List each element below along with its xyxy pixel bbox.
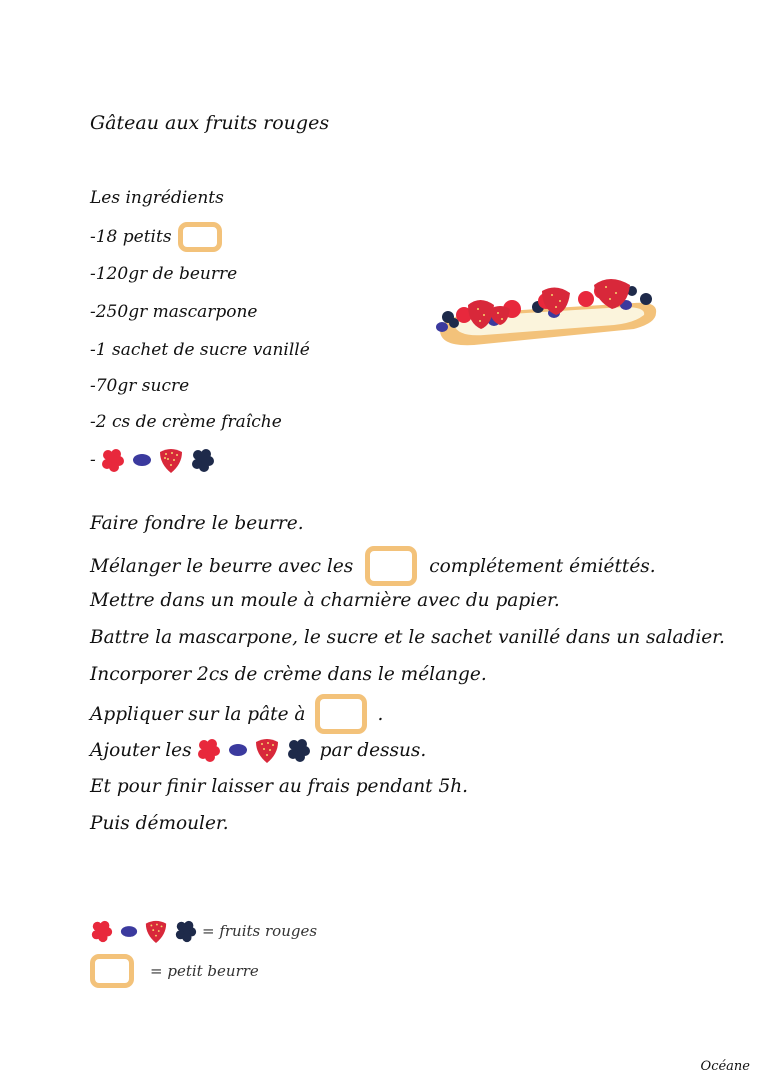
legend-text: = fruits rouges (202, 922, 318, 940)
red-fruits-icons (100, 446, 216, 474)
petit-beurre-icon (90, 954, 134, 988)
petit-beurre-icon (315, 694, 367, 734)
strawberry-icon (254, 736, 280, 764)
blueberry-icon (132, 453, 152, 467)
red-fruits-icons (90, 918, 198, 944)
red-fruits-icons (196, 736, 312, 764)
step-6 (90, 694, 383, 734)
ingredient-item (90, 376, 189, 396)
ingredient-text: -18 petits (90, 227, 172, 247)
ingredient-item (90, 302, 258, 322)
step-8 (90, 776, 468, 797)
step-text: Faire fondre le beurre. (90, 513, 304, 534)
blueberry-icon (228, 743, 248, 757)
step-2 (90, 546, 656, 586)
step-text: Puis démouler. (90, 813, 229, 834)
ingredients-heading (90, 188, 224, 208)
step-text: complétement émiéttés. (429, 555, 656, 577)
signature (701, 1059, 750, 1074)
blackberry-icon (286, 737, 312, 763)
legend-fruits (90, 918, 317, 944)
step-9 (90, 813, 229, 834)
blueberry-icon (120, 925, 138, 938)
legend-biscuit (90, 954, 259, 988)
step-3 (90, 590, 560, 611)
step-text: par dessus. (319, 739, 427, 761)
blackberry-icon (190, 447, 216, 473)
title-text: Gâteau aux fruits rouges (90, 112, 330, 134)
strawberry-icon (158, 446, 184, 474)
page-title (90, 112, 329, 134)
ingredient-item (90, 446, 220, 474)
step-text: Ajouter les (90, 739, 192, 761)
step-5 (90, 664, 487, 685)
step-text: Incorporer 2cs de crème dans le mélange. (90, 664, 487, 685)
ingredient-text: -120gr de beurre (90, 264, 238, 284)
step-text: Et pour finir laisser au frais pendant 5h. (90, 776, 469, 797)
signature-text: Océane (700, 1059, 750, 1074)
step-text: Appliquer sur la pâte à (90, 703, 306, 725)
blackberry-icon (174, 919, 198, 943)
strawberry-icon (144, 918, 168, 944)
step-text: Mettre dans un moule à charnière avec du papier. (90, 590, 560, 611)
ingredient-item (90, 340, 310, 360)
ingredient-item (90, 412, 282, 432)
ingredient-item (90, 264, 237, 284)
tart-illustration (434, 265, 664, 355)
step-text: . (377, 703, 384, 725)
raspberry-icon (196, 737, 222, 763)
step-7 (90, 736, 426, 764)
ingredient-text: -70gr sucre (90, 376, 190, 396)
step-4 (90, 627, 725, 648)
petit-beurre-icon (178, 222, 222, 252)
raspberry-icon (90, 919, 114, 943)
step-text: Battre la mascarpone, le sucre et le sachet vanillé dans un saladier. (90, 627, 725, 648)
raspberry-icon (100, 447, 126, 473)
petit-beurre-icon (365, 546, 417, 586)
ingredient-text: -1 sachet de sucre vanillé (90, 340, 310, 360)
ingredient-item (90, 222, 228, 252)
ingredient-text: -250gr mascarpone (90, 302, 258, 322)
ingredient-text: - (90, 450, 96, 470)
legend-text: = petit beurre (150, 962, 259, 980)
step-1 (90, 513, 304, 534)
ingredients-heading-text: Les ingrédients (90, 188, 224, 208)
ingredient-text: -2 cs de crème fraîche (90, 412, 282, 432)
step-text: Mélanger le beurre avec les (90, 555, 354, 577)
